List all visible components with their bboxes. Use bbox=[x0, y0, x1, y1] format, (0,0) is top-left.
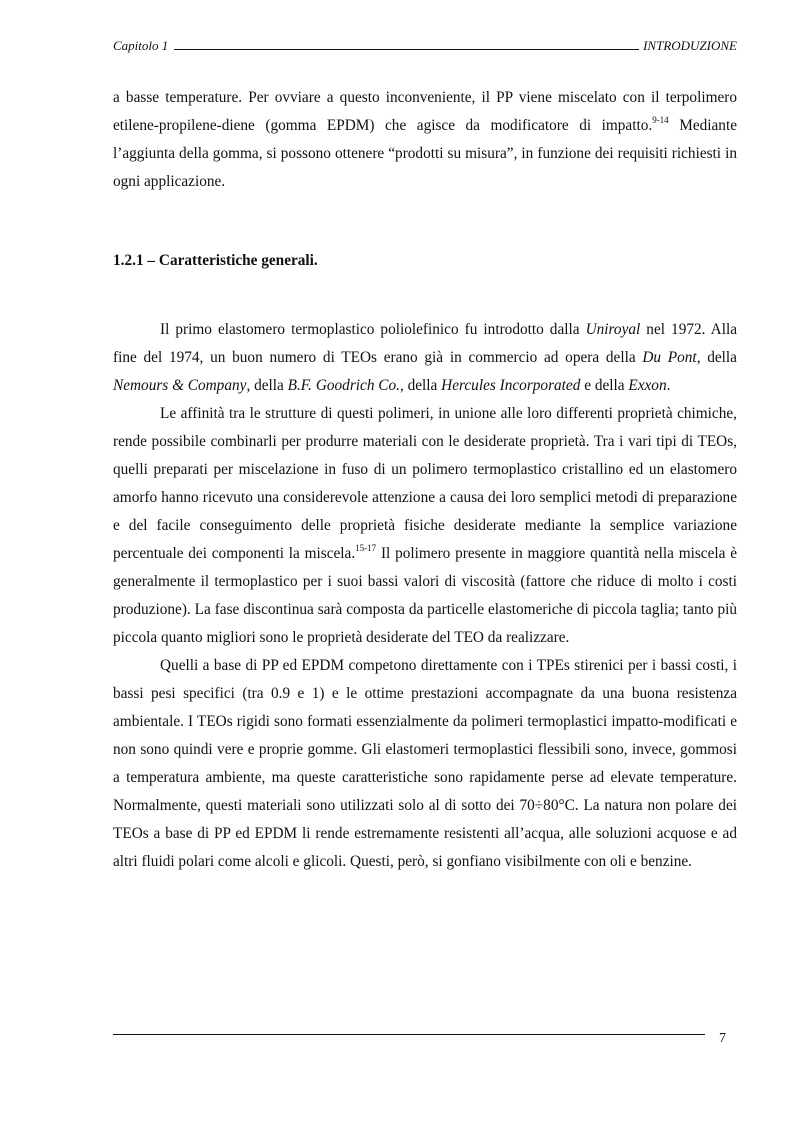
company-dupont: Du Pont bbox=[642, 349, 697, 366]
citation-9-14: 9-14 bbox=[652, 115, 669, 125]
header-rule bbox=[174, 49, 639, 50]
paragraph-affinity: Le affinità tra le strutture di questi polimeri, in unione alle loro differenti proprietà chimiche, rende possibile combinarli per produrre materiali con le desiderate proprietà. Tra i vari tipi di TEOs, quelli preparati per miscelazione in fuso di un polimero termoplastico cristallino ed un elastomero amorfo hanno ricevuto una considerevole attenzione a causa dei loro semplici metodi di preparazione e del facile conseguimento delle proprietà fisiche desiderate mediante la semplice variazione percentuale dei componenti la miscela.$^{15-17}$ Il polimero presente in maggiore quantità nella miscela è generalmente il termoplastico per i suoi bassi valori di viscosità (fattore che riduce di molto i costi produzione). La fase discontinua sarà composta da particelle elastomeriche di piccola taglia; tanto più piccola quanto migliori sono le proprietà desiderate del TEO da realizzare. bbox=[113, 405, 737, 646]
paragraph-pp-epdm: Quelli a base di PP ed EPDM competono direttamente con i TPEs stirenici per i bassi costi, i bassi pesi specifici (tra 0.9 e 1) e le ottime prestazioni accompagnate da una buona resistenza ambientale. I TEOs rigidi sono formati essenzialmente da polimeri termoplastici impatto-modificati e non sono quindi vere e proprie gomme. Gli elastomeri termoplastici flessibili sono, invece, gommosi a temperatura ambiente, ma queste caratteristiche sono rapidamente perse ad elevate temperature. Normalmente, questi materiali sono utilizzati solo al di sotto dei 70÷80°C. La natura non polare dei TEOs a base di PP ed EPDM li rende estremamente resistenti all’acqua, alle soluzioni acquose e ad altri fluidi polari come alcoli e glicoli. Questi, però, si gonfiano visibilmente con oli e benzine. bbox=[113, 657, 737, 870]
page-number: 7 bbox=[719, 1031, 726, 1046]
paragraph-continuation: a basse temperature. Per ovviare a questo inconveniente, il PP viene miscelato con il terpolimero etilene-propilene-diene (gomma EPDM) che agisce da modificatore di impatto.$^{9-14}$ Mediante l’aggiunta della gomma, si possono ottenere “prodotti su misura”, in funzione dei requisiti richiesti in ogni applicazione. bbox=[113, 89, 737, 190]
company-nemours: Nemours & Company bbox=[113, 377, 247, 394]
page-body bbox=[113, 84, 737, 876]
company-hercules: Hercules Incorporated bbox=[441, 377, 581, 394]
section-heading: 1.2.1 – Caratteristiche generali. bbox=[113, 252, 318, 269]
running-header bbox=[113, 38, 737, 54]
company-exxon: Exxon bbox=[628, 377, 667, 394]
header-chapter: Capitolo 1 bbox=[113, 38, 169, 53]
section-spacer bbox=[113, 275, 737, 316]
citation-15-17: 15-17 bbox=[355, 543, 377, 553]
company-goodrich: B.F. Goodrich Co. bbox=[287, 377, 400, 394]
footer-rule bbox=[113, 1034, 705, 1035]
header-section: INTRODUZIONE bbox=[643, 38, 737, 53]
company-uniroyal: Uniroyal bbox=[585, 321, 641, 338]
paragraph-history: Il primo elastomero termoplastico poliolefinico fu introdotto dalla Uniroyal nel 1972. Alla fine del 1974, un buon numero di TEOs erano già in commercio ad opera della Du Pont, della Nemours & Company, della B.F. Goodrich Co., della Hercules Incorporated e della Exxon. bbox=[113, 321, 737, 394]
